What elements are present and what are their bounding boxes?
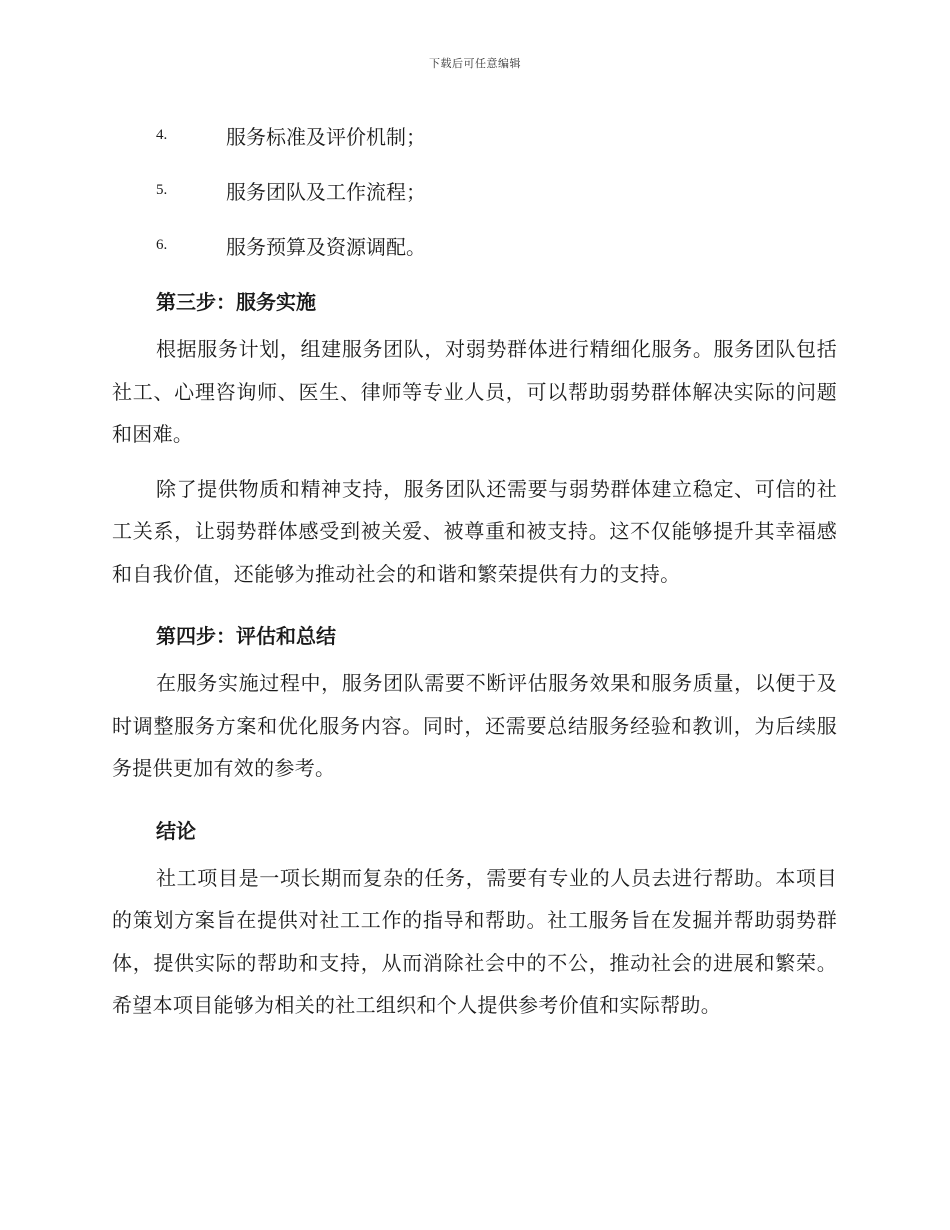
document-body bbox=[112, 108, 837, 1039]
list-text: 服务团队及工作流程； bbox=[226, 180, 426, 204]
section-heading-step3: 第三步：服务实施 bbox=[156, 290, 316, 314]
list-item bbox=[112, 108, 837, 163]
list-number: 4. bbox=[156, 127, 168, 143]
paragraph: 根据服务计划，组建服务团队，对弱势群体进行精细化服务。服务团队包括社工、心理咨询师、医生、律师等专业人员，可以帮助弱势群体解决实际的问题和困难。 bbox=[112, 337, 837, 446]
list-number: 6. bbox=[156, 237, 168, 253]
paragraph: 在服务实施过程中，服务团队需要不断评估服务效果和服务质量，以便于及时调整服务方案和优化服务内容。同时，还需要总结服务经验和教训，为后续服务提供更加有效的参考。 bbox=[112, 671, 837, 780]
list-text: 服务标准及评价机制； bbox=[226, 125, 426, 149]
section-heading-conclusion: 结论 bbox=[156, 818, 196, 843]
list-text: 服务预算及资源调配。 bbox=[226, 235, 426, 259]
header-note: 下载后可任意编辑 bbox=[429, 57, 521, 70]
section-heading-step4: 第四步：评估和总结 bbox=[156, 624, 336, 648]
paragraph: 社工项目是一项长期而复杂的任务，需要有专业的人员去进行帮助。本项目的策划方案旨在提供对社工工作的指导和帮助。社工服务旨在发掘并帮助弱势群体，提供实际的帮助和支持，从而消除社会中的不公，推动社会的进展和繁荣。希望本项目能够为相关的社工组织和个人提供参考价值和实际帮助。 bbox=[112, 865, 837, 1017]
list-item bbox=[112, 163, 837, 218]
paragraph: 除了提供物质和精神支持，服务团队还需要与弱势群体建立稳定、可信的社工关系，让弱势群体感受到被关爱、被尊重和被支持。这不仅能够提升其幸福感和自我价值，还能够为推动社会的和谐和繁荣提供有力的支持。 bbox=[112, 476, 837, 586]
list-number: 5. bbox=[156, 182, 168, 198]
list-item bbox=[112, 218, 837, 273]
